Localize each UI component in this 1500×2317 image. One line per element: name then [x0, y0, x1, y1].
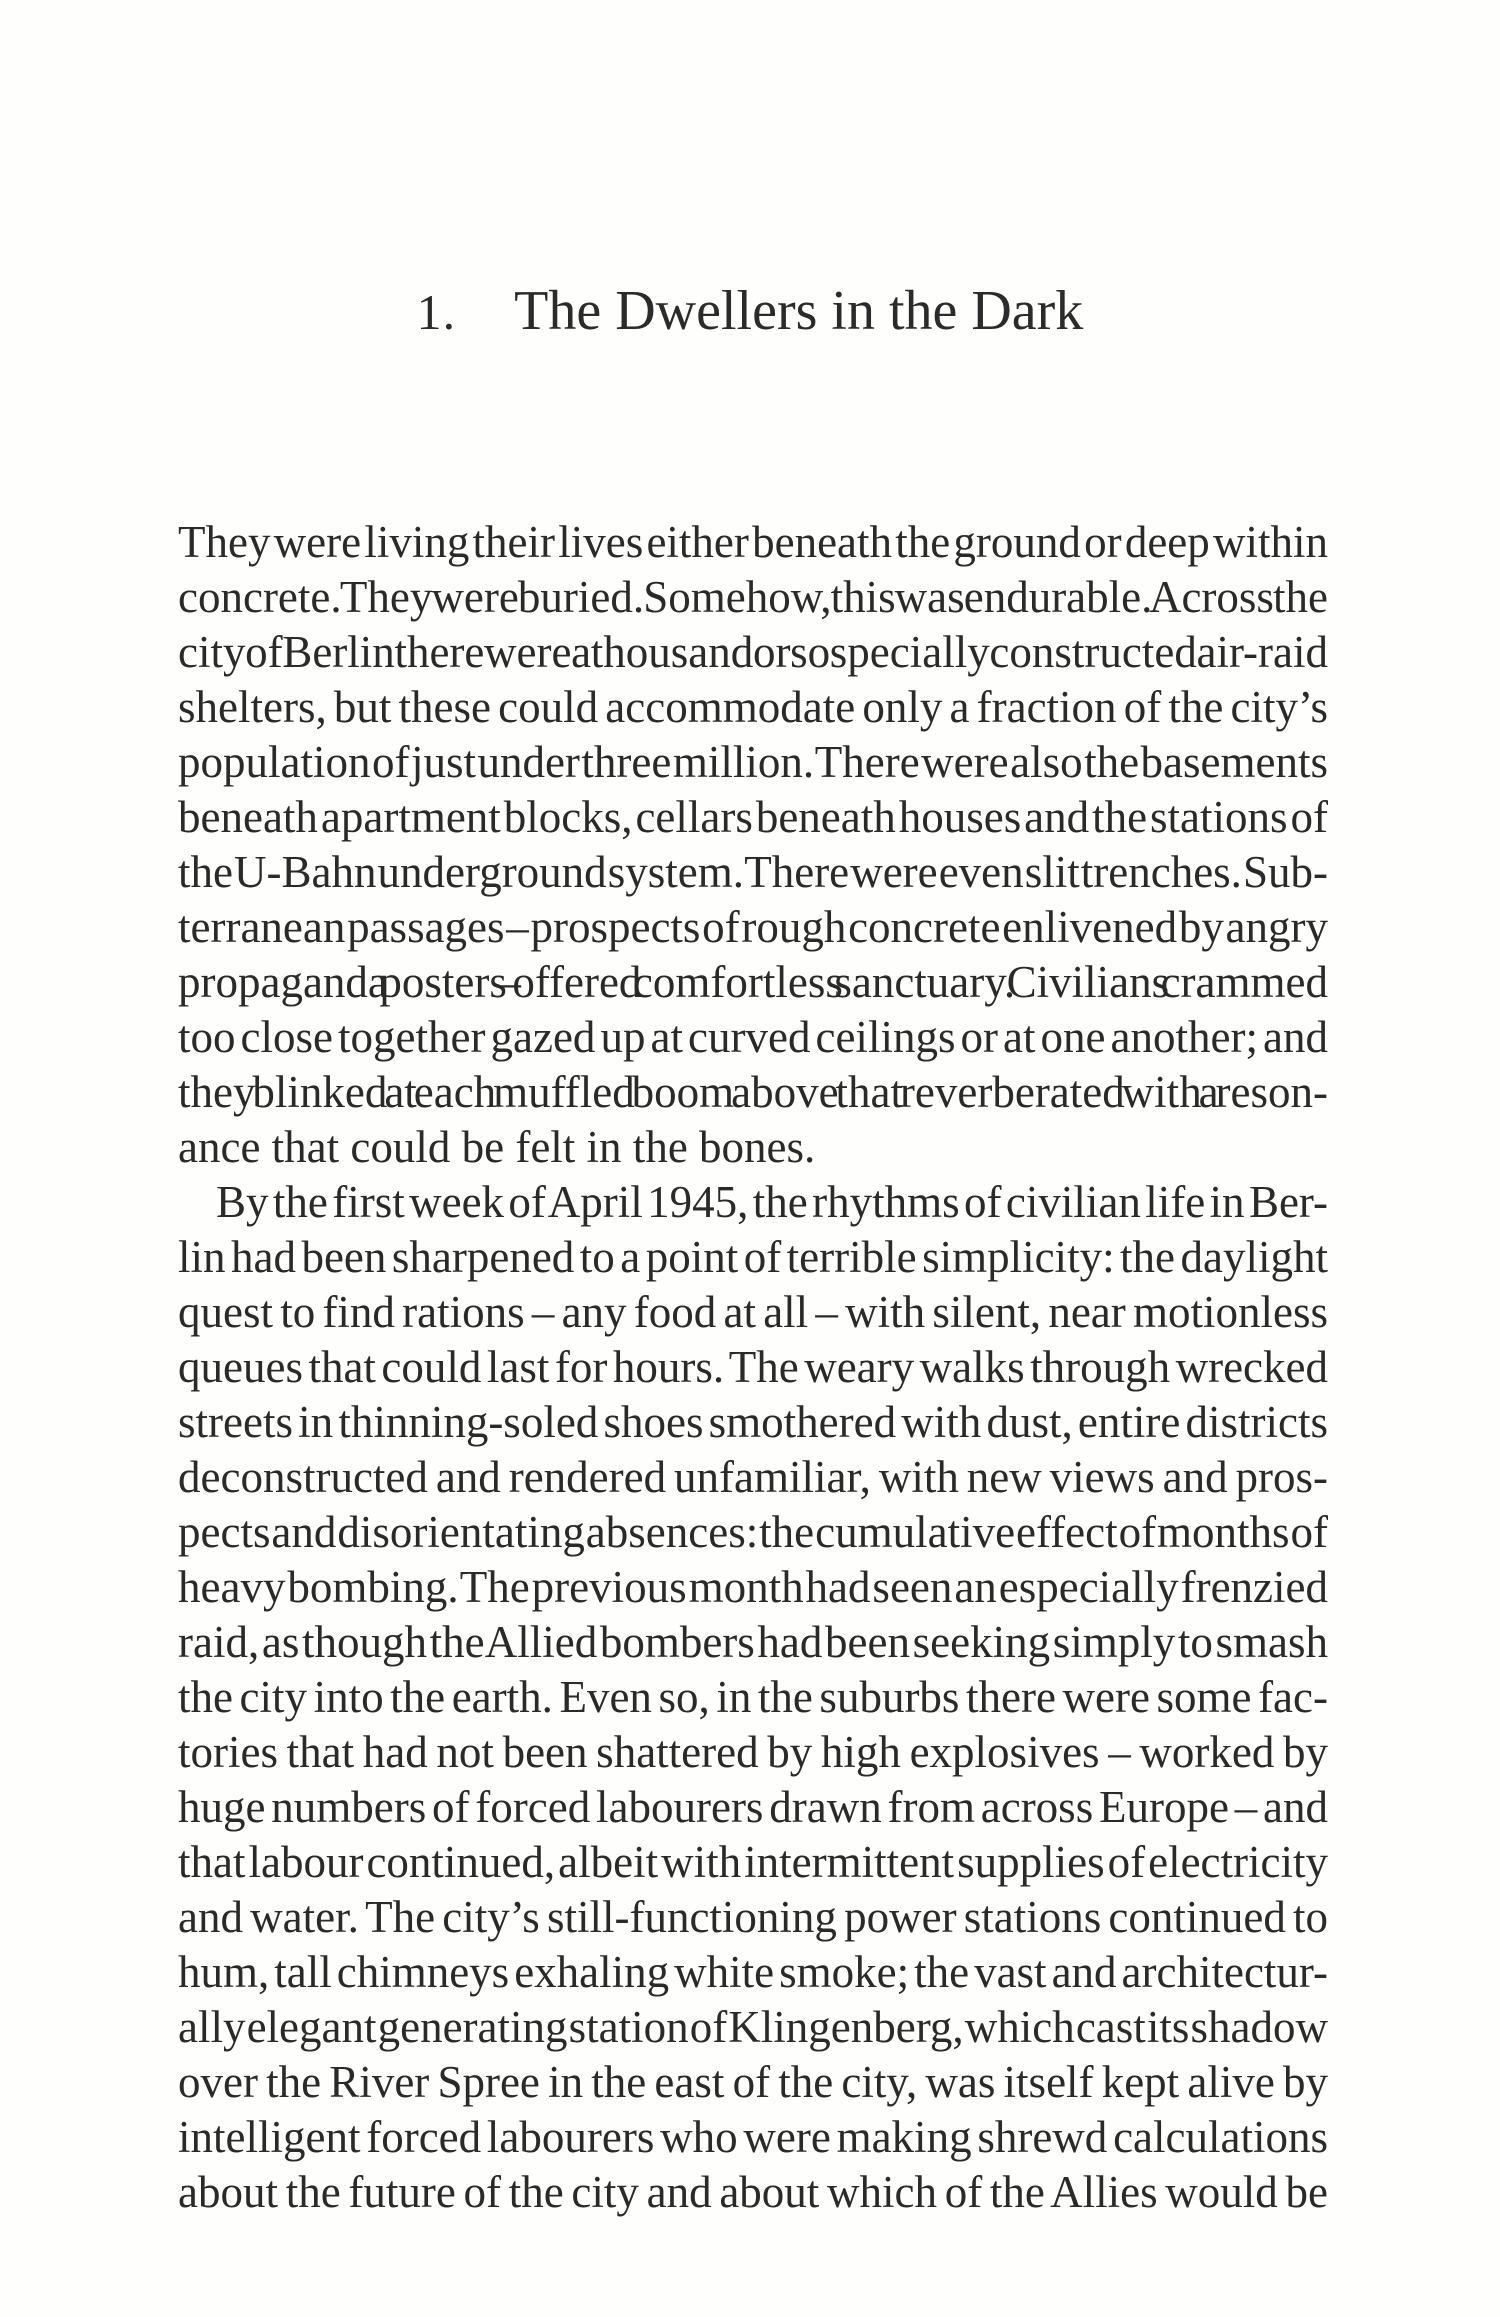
text-line: pects and disorientating absences: the cumulative effect of months of [178, 1507, 1328, 1557]
text-line: population of just under three million. There were also the basements [178, 737, 1328, 787]
text-line: streets in thinning-soled shoes smothered with dust, entire districts [178, 1397, 1328, 1447]
text-line: tories that had not been shattered by high explosives – worked by [178, 1727, 1328, 1777]
chapter-heading [0, 276, 1500, 346]
text-line: They were living their lives either beneath the ground or deep within [178, 517, 1328, 567]
paragraph-2 [178, 1175, 1328, 2220]
body-text [178, 515, 1328, 2220]
text-line: concrete. They were buried. Somehow, this was endurable. Across the [178, 572, 1328, 622]
text-line: terranean passages – prospects of rough concrete enlivened by angry [178, 902, 1328, 952]
text-line: ance that could be felt in the bones. [178, 1122, 816, 1172]
text-line: intelligent forced labourers who were making shrewd calculations [178, 2112, 1328, 2162]
text-line: hum, tall chimneys exhaling white smoke; the vast and architectur- [178, 1947, 1328, 1997]
text-line: and water. The city’s still-functioning power stations continued to [178, 1892, 1328, 1942]
text-line: queues that could last for hours. The weary walks through wrecked [178, 1342, 1328, 1392]
text-line: beneath apartment blocks, cellars beneath houses and the stations of [178, 792, 1328, 842]
text-line: the city into the earth. Even so, in the suburbs there were some fac- [178, 1672, 1328, 1722]
text-line: raid, as though the Allied bombers had been seeking simply to smash [178, 1617, 1328, 1667]
text-line: By the first week of April 1945, the rhythms of civilian life in Ber- [216, 1177, 1328, 1227]
text-line: lin had been sharpened to a point of terrible simplicity: the daylight [178, 1232, 1328, 1282]
text-line: quest to find rations – any food at all – with silent, near motionless [178, 1287, 1328, 1337]
text-line: huge numbers of forced labourers drawn from across Europe – and [178, 1782, 1328, 1832]
text-line: they blinked at each muffled boom above that reverberated with a reson- [178, 1067, 1328, 1117]
text-line: the U-Bahn underground system. There were even slit trenches. Sub- [178, 847, 1328, 897]
text-line: over the River Spree in the east of the city, was itself kept alive by [178, 2057, 1328, 2107]
chapter-title: The Dwellers in the Dark [514, 280, 1084, 342]
text-line: ally elegant generating station of Klingenberg, which cast its shadow [178, 2002, 1328, 2052]
text-line: that labour continued, albeit with intermittent supplies of electricity [178, 1837, 1328, 1887]
text-line: heavy bombing. The previous month had seen an especially frenzied [178, 1562, 1328, 1612]
text-line: shelters, but these could accommodate only a fraction of the city’s [178, 682, 1328, 732]
text-line: about the future of the city and about which of the Allies would be [178, 2167, 1328, 2217]
paragraph-1 [178, 515, 1328, 1175]
text-line: propaganda posters – offered comfortless sanctuary. Civilians crammed [178, 957, 1328, 1007]
chapter-number: 1. [416, 284, 457, 340]
text-line: too close together gazed up at curved ceilings or at one another; and [178, 1012, 1328, 1062]
text-line: city of Berlin there were a thousand or so specially constructed air-raid [178, 627, 1328, 677]
text-line: deconstructed and rendered unfamiliar, with new views and pros- [178, 1452, 1328, 1502]
